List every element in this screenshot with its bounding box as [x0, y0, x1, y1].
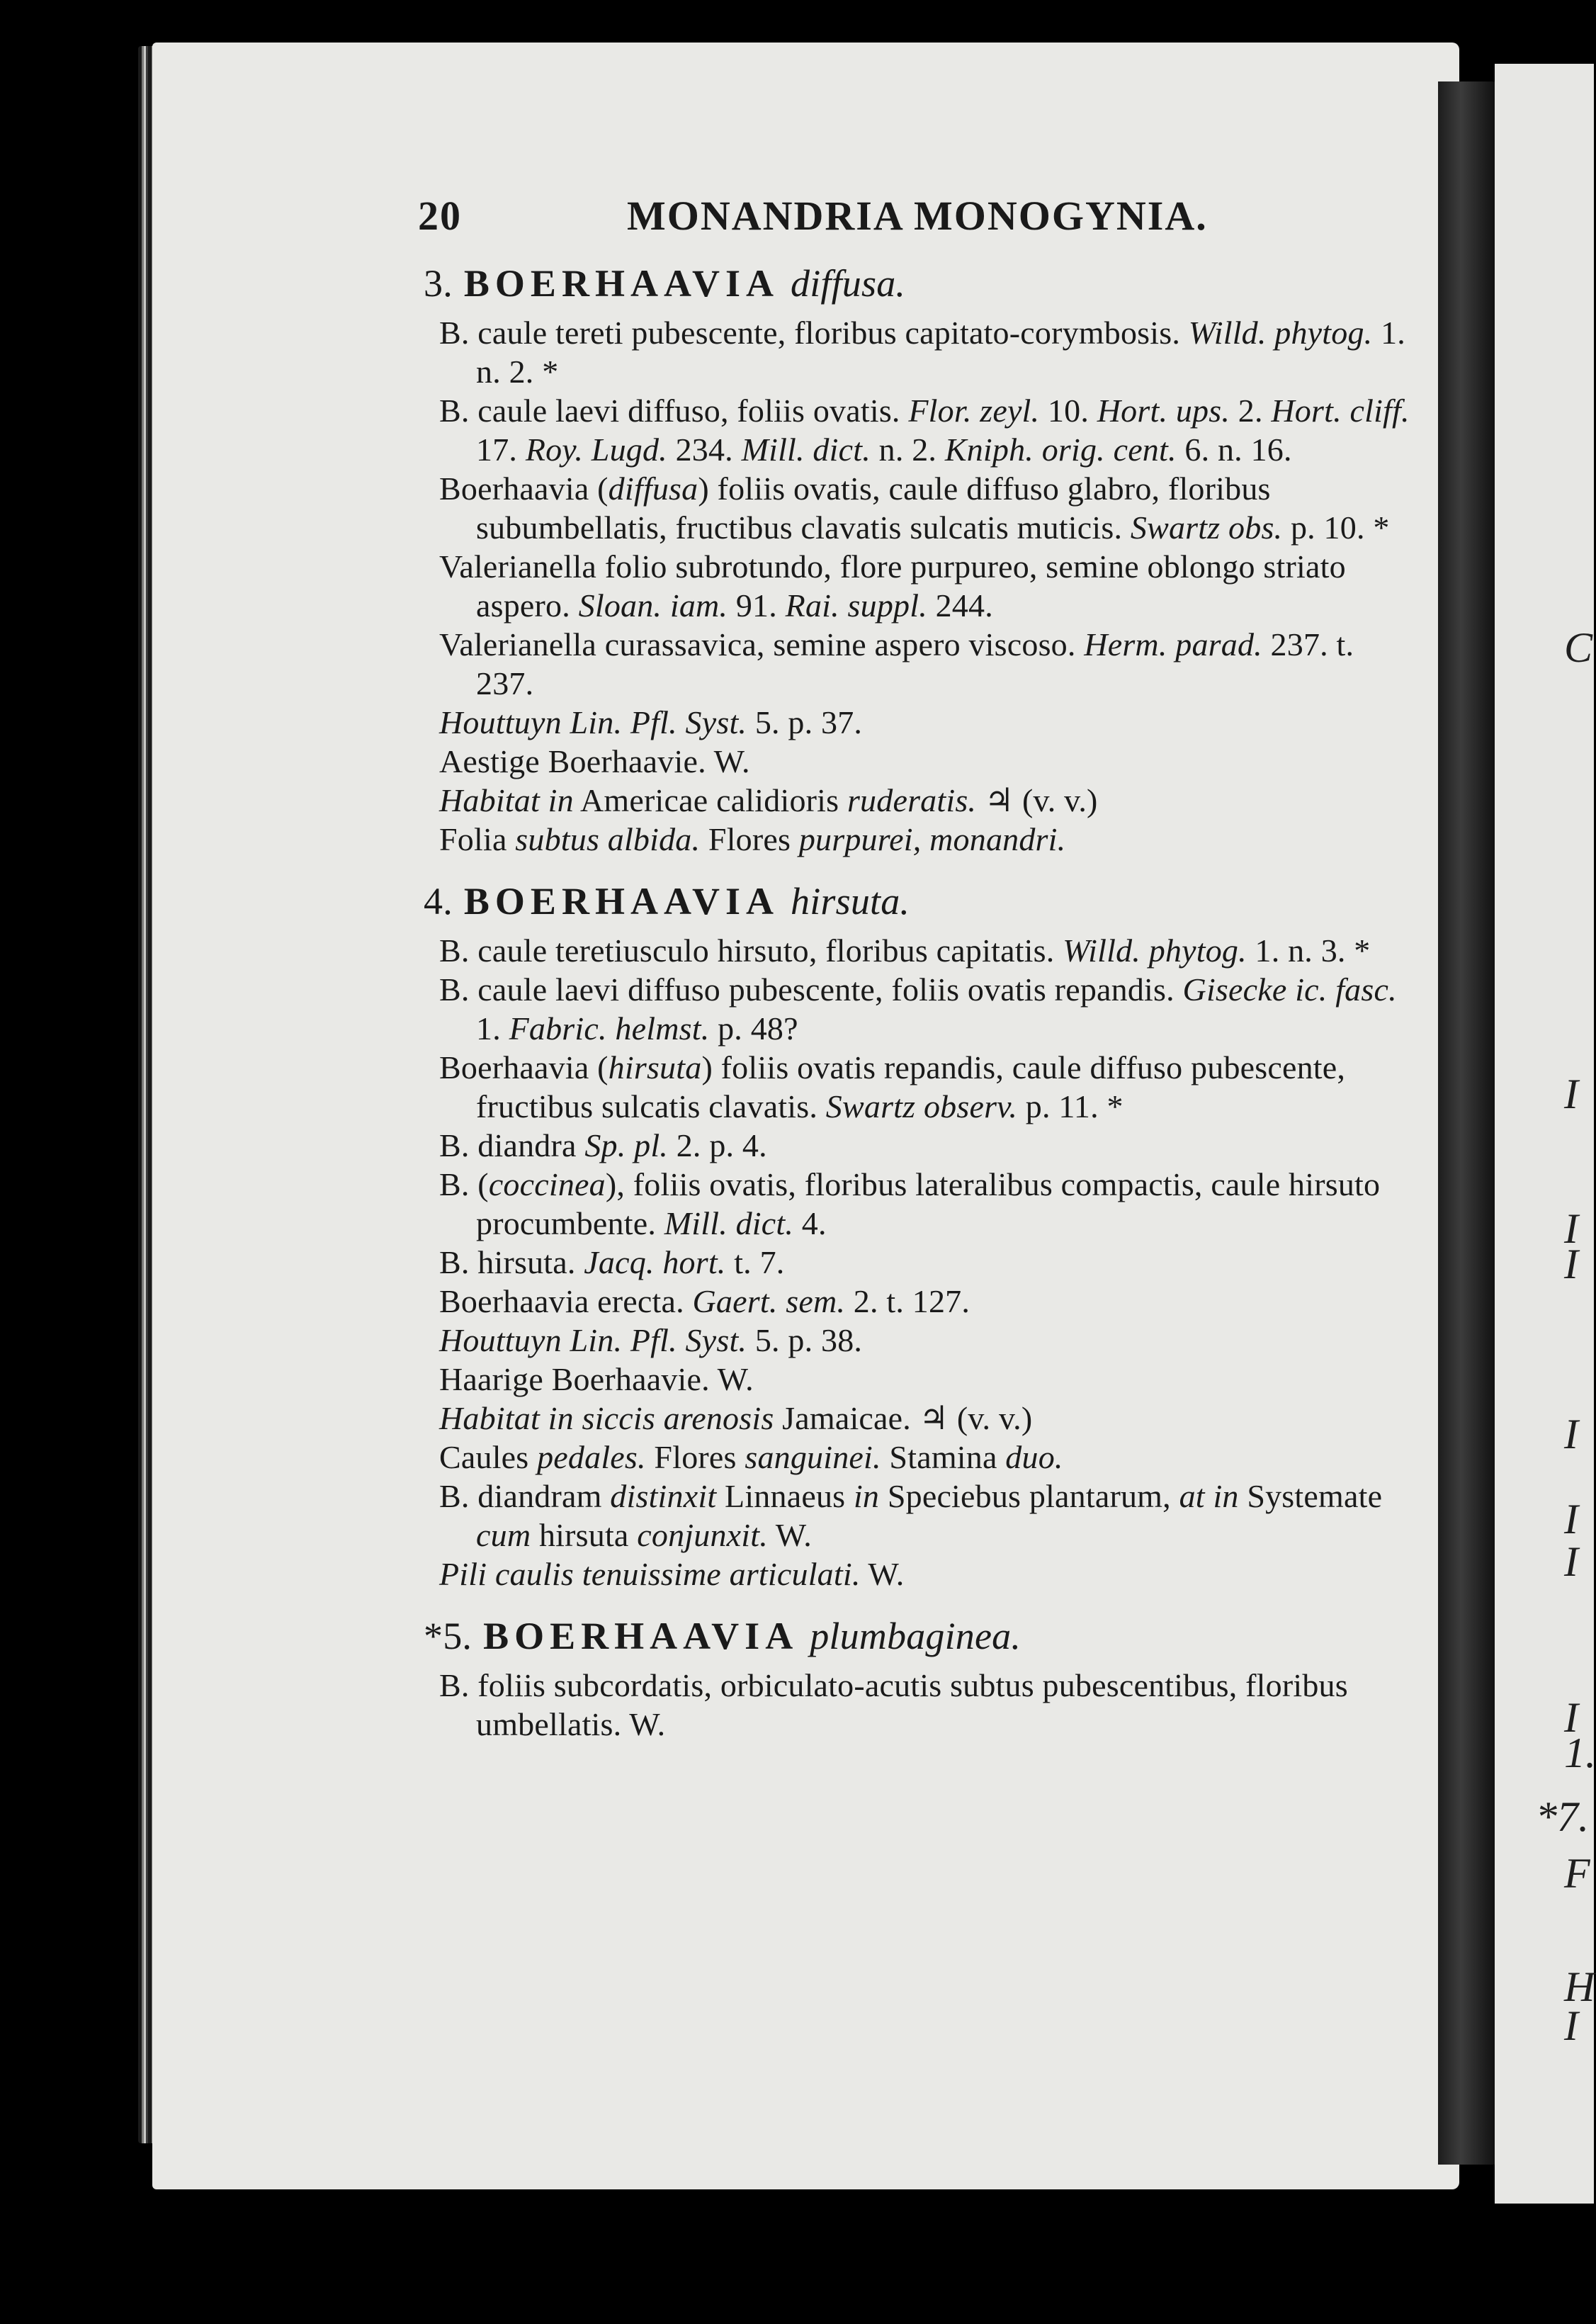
entry-text: ♃ (v. v.)	[976, 782, 1098, 818]
synonym-entry	[439, 1282, 1410, 1321]
facing-fragment: *7.	[1536, 1793, 1589, 1840]
book-gutter	[1438, 81, 1495, 2165]
citation-italic: purpurei, monandri.	[798, 821, 1066, 857]
running-title: MONANDRIA MONOGYNIA.	[627, 193, 1208, 239]
citation-italic: Swartz obs.	[1130, 509, 1283, 546]
citation-italic: Habitat in	[439, 782, 574, 818]
section-spacer	[397, 1593, 1410, 1603]
entry-text: B. diandra	[439, 1127, 585, 1163]
entry-text: p. 48?	[709, 1010, 798, 1047]
entry-text: Boerhaavia (	[439, 1049, 609, 1085]
species-genus: BOERHAAVIA	[463, 262, 779, 305]
facing-fragment: I	[1564, 1411, 1578, 1457]
citation-italic: Houttuyn Lin. Pfl. Syst.	[439, 1322, 747, 1358]
citation-italic: Mill. dict.	[741, 431, 871, 468]
citation-italic: coccinea	[488, 1166, 606, 1202]
synonym-entry	[439, 391, 1410, 469]
entry-text: 91.	[728, 587, 786, 624]
synonym-entry	[439, 313, 1410, 391]
citation-italic: Sp. pl.	[584, 1127, 669, 1163]
entry-text: Caules	[439, 1439, 538, 1475]
entry-text: Flores	[700, 821, 799, 857]
entry-text: B. (	[439, 1166, 489, 1202]
synonym-entry	[439, 1165, 1410, 1243]
species-epithet: diffusa.	[791, 262, 906, 305]
entry-text: Folia	[439, 821, 516, 857]
entry-text: 244.	[927, 587, 993, 624]
citation-italic: Roy. Lugd.	[525, 431, 667, 468]
entry-text: 237. t. 237.	[476, 626, 1354, 701]
citation-italic: subtus albida.	[515, 821, 701, 857]
entry-text: 5. p. 38.	[747, 1322, 863, 1358]
entry-text: Americae calidioris	[573, 782, 847, 818]
citation-italic: Willd. phytog.	[1188, 315, 1373, 351]
entry-text: Boerhaavia (	[439, 470, 609, 507]
entry-text: Speciebus plantarum,	[879, 1478, 1179, 1514]
synonym-entry	[439, 970, 1410, 1048]
entry-text: 17.	[476, 431, 526, 468]
entry-text: ) foliis ovatis repandis, caule diffuso pubescente, fructibus sulcatis clavatis.	[476, 1049, 1346, 1124]
entry-text: 10.	[1039, 393, 1097, 429]
species-heading	[424, 258, 1410, 309]
entry-text: B. caule laevi diffuso, foliis ovatis.	[439, 393, 909, 429]
entry-text: ) foliis ovatis, caule diffuso glabro, floribus subumbellatis, fructibus clavatis sulcatis muticis.	[476, 470, 1271, 546]
species-heading	[424, 876, 1410, 927]
entry-text: 1. n. 3. *	[1246, 932, 1371, 969]
citation-italic: Herm. parad.	[1084, 626, 1262, 662]
citation-italic: duo.	[1005, 1439, 1063, 1475]
entry-text: Boerhaavia erecta.	[439, 1283, 693, 1319]
citation-italic: Gisecke ic. fasc.	[1182, 971, 1397, 1008]
entry-text: Stamina	[881, 1439, 1006, 1475]
entry-text: t. 7.	[725, 1244, 785, 1280]
facing-fragment: C	[1564, 624, 1593, 671]
synonym-entry	[439, 703, 1410, 742]
synonym-entry	[439, 1243, 1410, 1282]
synonym-entry	[439, 1399, 1410, 1438]
synonym-entry	[439, 1126, 1410, 1165]
facing-fragment: 1.	[1564, 1730, 1596, 1776]
entry-text: ), foliis ovatis, floribus lateralibus compactis, caule hirsuto procumbente.	[476, 1166, 1381, 1241]
page-number: 20	[418, 193, 462, 239]
species-number: *5.	[424, 1615, 472, 1657]
facing-fragment: I	[1564, 2002, 1578, 2049]
page-header	[397, 184, 1410, 248]
synonym-entry	[439, 1666, 1410, 1744]
entry-text: B. caule laevi diffuso pubescente, foliis ovatis repandis.	[439, 971, 1183, 1008]
citation-italic: Fabric. helmst.	[509, 1010, 710, 1047]
synonym-entry	[439, 1438, 1410, 1477]
entry-text: Linnaeus	[716, 1478, 854, 1514]
facing-fragment: I	[1564, 1071, 1578, 1117]
citation-italic: hirsuta	[608, 1049, 702, 1085]
citation-italic: Houttuyn Lin. Pfl. Syst.	[439, 704, 747, 740]
facing-fragment: I	[1564, 1205, 1578, 1252]
citation-italic: Hort. ups.	[1097, 393, 1230, 429]
citation-italic: Mill. dict.	[664, 1205, 794, 1241]
entry-text: Valerianella folio subrotundo, flore purpureo, semine oblongo striato aspero.	[439, 548, 1346, 624]
entry-text: B. hirsuta.	[439, 1244, 584, 1280]
section-spacer	[397, 859, 1410, 869]
entry-text: Aestige Boerhaavie. W.	[439, 743, 750, 779]
species-number: 4.	[424, 880, 453, 923]
synonym-entry	[439, 781, 1410, 820]
citation-italic: Jacq. hort.	[584, 1244, 726, 1280]
citation-italic: ruderatis.	[847, 782, 977, 818]
species-number: 3.	[424, 262, 453, 305]
synonym-entry	[439, 1048, 1410, 1126]
facing-fragment: I	[1564, 1241, 1578, 1287]
entry-text: 2. t. 127.	[845, 1283, 970, 1319]
section-spacer	[397, 1744, 1410, 1754]
synonym-entry	[439, 931, 1410, 970]
synonym-entry	[439, 1555, 1410, 1593]
citation-italic: Hort. cliff.	[1271, 393, 1410, 429]
entry-text: Haarige Boerhaavie. W.	[439, 1361, 754, 1397]
entry-text: 6. n. 16.	[1176, 431, 1292, 468]
citation-italic: Gaert. sem.	[692, 1283, 846, 1319]
synonym-entry	[439, 820, 1410, 859]
entry-text: Jamaicae. ♃ (v. v.)	[774, 1400, 1033, 1436]
entry-text: Systemate	[1238, 1478, 1383, 1514]
facing-fragment: I	[1564, 1694, 1578, 1741]
facing-fragment: I	[1564, 1496, 1578, 1542]
entry-text: B. foliis subcordatis, orbiculato-acutis subtus pubescentibus, floribus umbellatis. W.	[439, 1667, 1348, 1742]
species-epithet: plumbaginea.	[810, 1615, 1021, 1657]
entry-text: 1.	[476, 1010, 509, 1047]
synonym-entry	[439, 1477, 1410, 1555]
entry-text: 1. n. 2. *	[476, 315, 1405, 390]
citation-italic: conjunxit.	[637, 1517, 768, 1553]
page-text	[397, 184, 1410, 1754]
synonym-entry	[439, 1360, 1410, 1399]
entry-text: B. caule tereti pubescente, floribus capitato-corymbosis.	[439, 315, 1189, 351]
citation-italic: distinxit	[610, 1478, 717, 1514]
entry-text: W.	[767, 1517, 812, 1553]
entry-text: 4.	[793, 1205, 827, 1241]
entry-text: p. 10. *	[1282, 509, 1390, 546]
citation-italic: Kniph. orig. cent.	[944, 431, 1177, 468]
entry-text: W.	[860, 1556, 905, 1592]
synonym-entry	[439, 469, 1410, 547]
synonym-entry	[439, 1321, 1410, 1360]
citation-italic: Flor. zeyl.	[908, 393, 1040, 429]
synonym-entry	[439, 742, 1410, 781]
citation-italic: at in	[1179, 1478, 1239, 1514]
citation-italic: cum	[476, 1517, 531, 1553]
entry-text: Valerianella curassavica, semine aspero viscoso.	[439, 626, 1085, 662]
citation-italic: Rai. suppl.	[785, 587, 927, 624]
facing-fragment: F	[1564, 1850, 1590, 1897]
entry-text: 5. p. 37.	[747, 704, 863, 740]
citation-italic: Sloan. iam.	[578, 587, 728, 624]
species-list	[397, 258, 1410, 1754]
citation-italic: Habitat in siccis arenosis	[439, 1400, 774, 1436]
citation-italic: diffusa	[608, 470, 698, 507]
citation-italic: in	[853, 1478, 880, 1514]
facing-fragment: H	[1564, 1963, 1595, 2010]
entry-text: 2.	[1230, 393, 1272, 429]
citation-italic: Willd. phytog.	[1063, 932, 1247, 969]
synonym-entry	[439, 625, 1410, 703]
citation-italic: pedales.	[537, 1439, 646, 1475]
species-heading	[424, 1611, 1410, 1662]
species-genus: BOERHAAVIA	[483, 1615, 799, 1657]
species-epithet: hirsuta.	[791, 880, 910, 923]
entry-text: B. diandram	[439, 1478, 611, 1514]
entry-text: Flores	[645, 1439, 745, 1475]
synonym-entry	[439, 547, 1410, 625]
entry-text: hirsuta	[531, 1517, 638, 1553]
species-genus: BOERHAAVIA	[463, 880, 779, 923]
entry-text: n. 2.	[870, 431, 945, 468]
entry-text: B. caule teretiusculo hirsuto, floribus capitatis.	[439, 932, 1063, 969]
entry-text: p. 11. *	[1017, 1088, 1124, 1124]
facing-page-edge	[1495, 64, 1594, 2204]
citation-italic: sanguinei.	[745, 1439, 881, 1475]
entry-text: 2. p. 4.	[668, 1127, 767, 1163]
facing-fragment: I	[1564, 1538, 1578, 1585]
citation-italic: Pili caulis tenuissime articulati.	[439, 1556, 861, 1592]
citation-italic: Swartz observ.	[825, 1088, 1018, 1124]
entry-text: 234.	[667, 431, 742, 468]
